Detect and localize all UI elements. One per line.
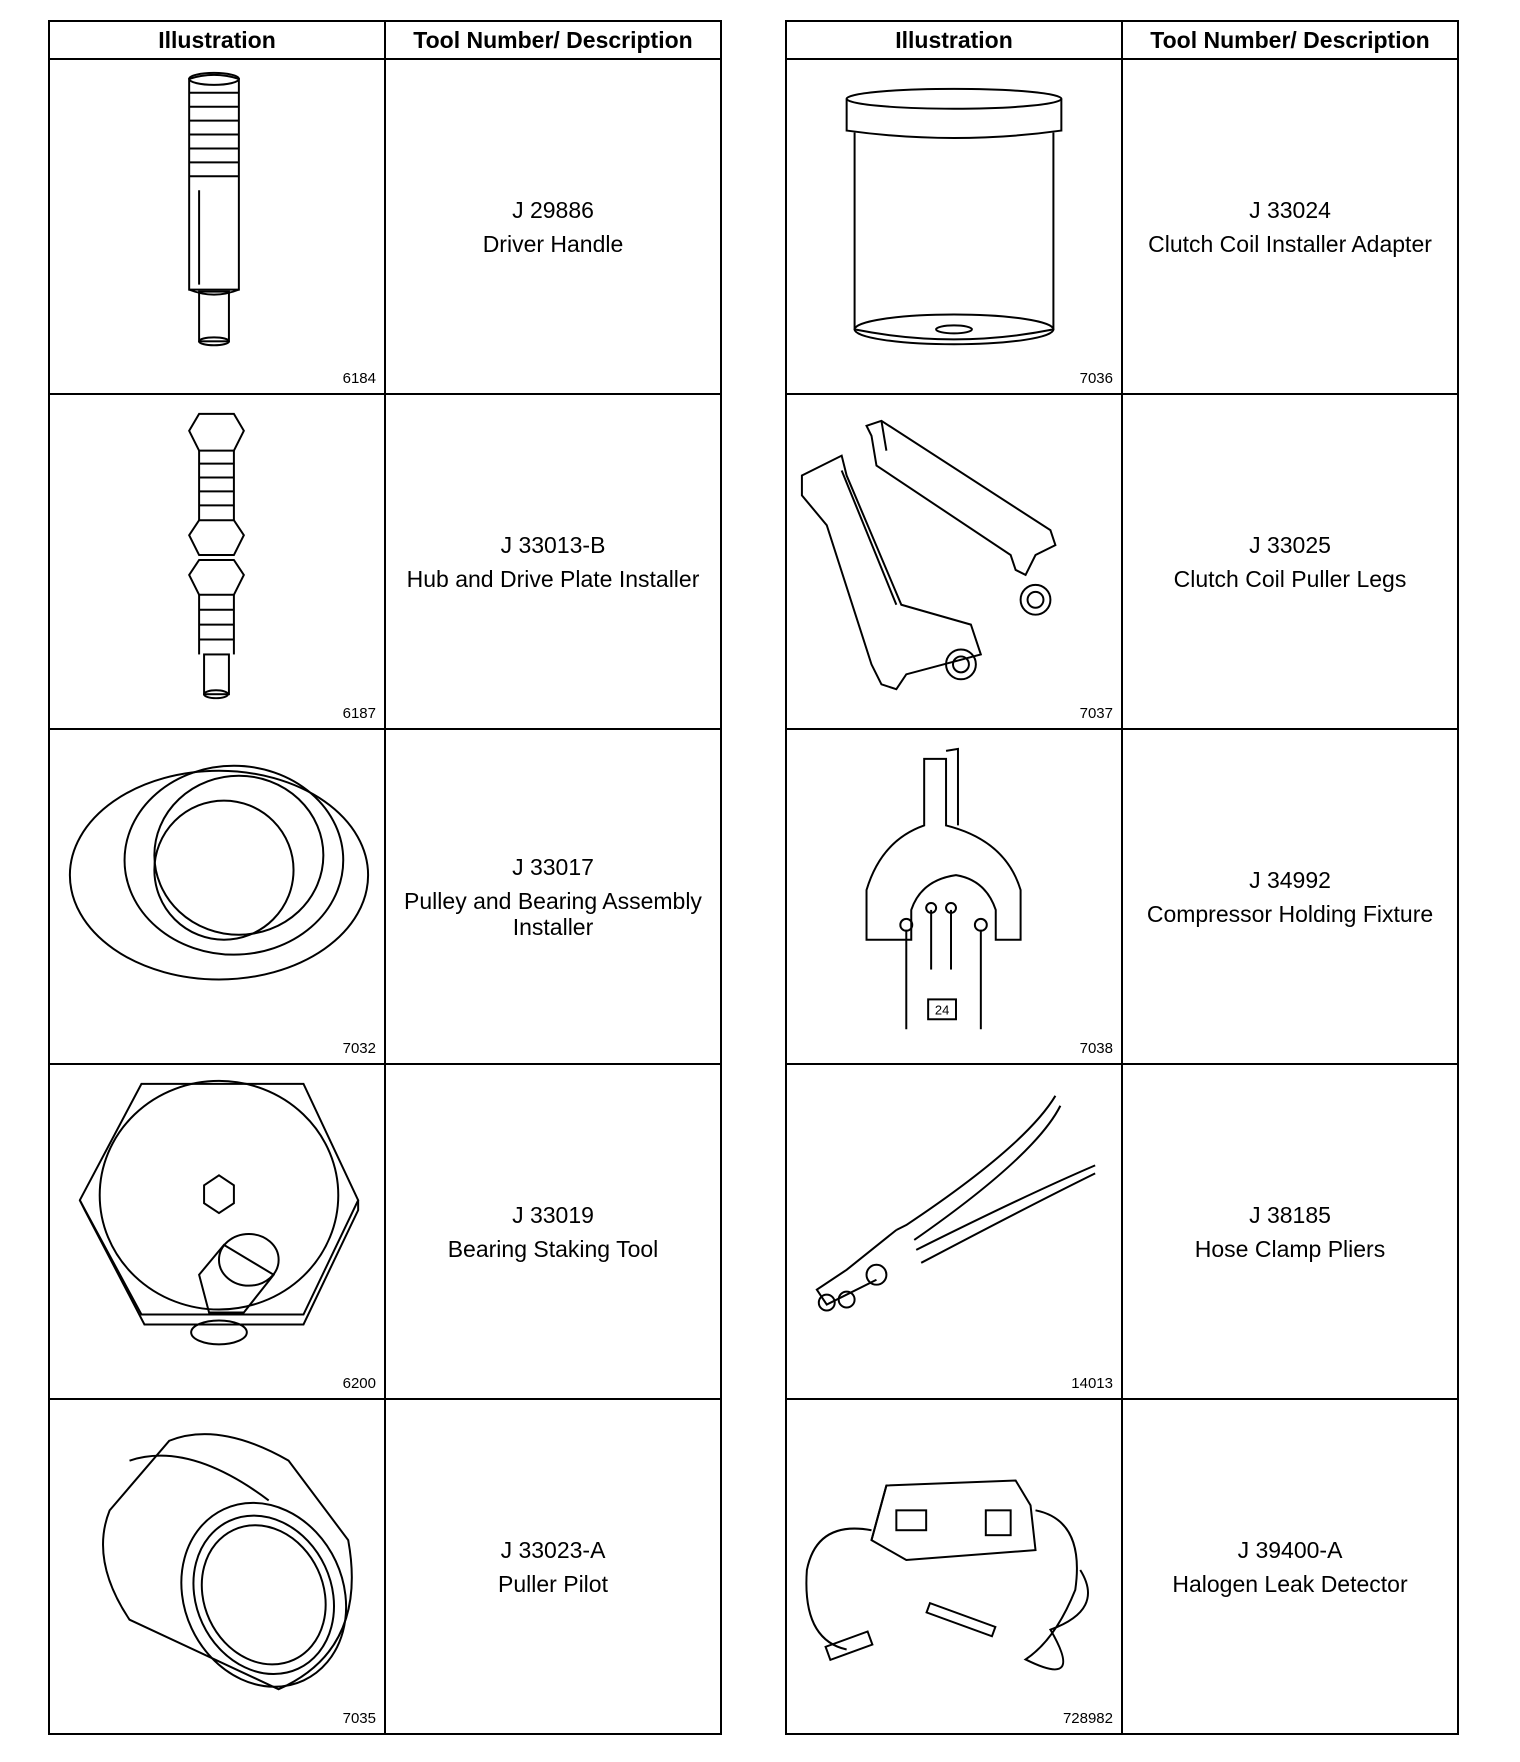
illustration-cell xyxy=(49,59,385,394)
illustration-cell xyxy=(49,1399,385,1734)
illustration-cell xyxy=(786,729,1122,1064)
tool-description: Halogen Leak Detector xyxy=(1172,1570,1408,1597)
table-row xyxy=(786,729,1458,1064)
figure-number: 728982 xyxy=(1062,1710,1113,1727)
table-row xyxy=(786,59,1458,394)
figure-number: 7036 xyxy=(1079,370,1113,387)
tool-number: J 33023-A xyxy=(500,1536,606,1563)
illustration-cell xyxy=(786,59,1122,394)
figure-number: 14013 xyxy=(1071,1375,1113,1392)
staking-tool-illustration xyxy=(50,1065,384,1398)
table-row xyxy=(786,1399,1458,1734)
illustration-cell xyxy=(49,394,385,729)
figure-number: 6187 xyxy=(342,705,376,722)
illustration-cell xyxy=(49,729,385,1064)
description-cell xyxy=(1122,1399,1458,1734)
tool-number: J 33024 xyxy=(1249,196,1331,223)
puller-pilot-illustration xyxy=(50,1400,384,1733)
figure-number: 7038 xyxy=(1079,1040,1113,1057)
table-row xyxy=(49,1064,721,1399)
tool-description: Hose Clamp Pliers xyxy=(1194,1235,1386,1262)
tool-number: J 38185 xyxy=(1249,1201,1331,1228)
illustration-cell xyxy=(49,1064,385,1399)
header-row xyxy=(49,21,721,59)
tool-number: J 33017 xyxy=(512,853,594,880)
tool-header: Tool Number/ Description xyxy=(385,21,721,59)
tool-header: Tool Number/ Description xyxy=(1122,21,1458,59)
tool-description: Compressor Holding Fixture xyxy=(1146,900,1434,927)
hub-installer-illustration xyxy=(50,395,384,728)
tool-number: J 39400-A xyxy=(1237,1536,1343,1563)
description-cell xyxy=(385,729,721,1064)
leak-detector-illustration xyxy=(787,1400,1121,1733)
illustration-header: Illustration xyxy=(786,21,1122,59)
left-tool-table xyxy=(48,20,722,1735)
tool-description: Driver Handle xyxy=(482,230,624,257)
tool-description: Pulley and Bearing Assembly Installer xyxy=(404,887,702,940)
description-cell xyxy=(1122,729,1458,1064)
right-tool-table xyxy=(785,20,1459,1735)
header-row xyxy=(786,21,1458,59)
illustration-cell xyxy=(786,1064,1122,1399)
figure-number: 6200 xyxy=(342,1375,376,1392)
description-cell xyxy=(385,59,721,394)
description-cell xyxy=(1122,59,1458,394)
pulley-installer-illustration xyxy=(50,730,384,1063)
tool-description: Bearing Staking Tool xyxy=(447,1235,659,1262)
tool-number: J 29886 xyxy=(512,196,594,223)
description-cell xyxy=(1122,1064,1458,1399)
description-cell xyxy=(385,394,721,729)
illustration-cell xyxy=(786,394,1122,729)
figure-number: 7035 xyxy=(342,1710,376,1727)
tool-number: J 33025 xyxy=(1249,531,1331,558)
figure-number: 7037 xyxy=(1079,705,1113,722)
table-row xyxy=(49,394,721,729)
tool-number: J 33019 xyxy=(512,1201,594,1228)
tool-description: Clutch Coil Puller Legs xyxy=(1173,565,1407,592)
table-row xyxy=(786,394,1458,729)
table-row xyxy=(49,729,721,1064)
illustration-cell xyxy=(786,1399,1122,1734)
description-cell xyxy=(385,1399,721,1734)
illustration-header: Illustration xyxy=(49,21,385,59)
coil-adapter-illustration xyxy=(787,60,1121,393)
tool-description: Hub and Drive Plate Installer xyxy=(406,565,700,592)
description-cell xyxy=(385,1064,721,1399)
fixture-label: 24 xyxy=(934,1002,950,1018)
description-cell xyxy=(1122,394,1458,729)
table-row xyxy=(49,59,721,394)
table-row xyxy=(786,1064,1458,1399)
table-row xyxy=(49,1399,721,1734)
tool-number: J 34992 xyxy=(1249,866,1331,893)
tool-description: Clutch Coil Installer Adapter xyxy=(1148,230,1432,257)
figure-number: 7032 xyxy=(342,1040,376,1057)
figure-number: 6184 xyxy=(342,370,376,387)
hose-pliers-illustration xyxy=(787,1065,1121,1398)
tool-description: Puller Pilot xyxy=(498,1570,608,1597)
holding-fixture-illustration xyxy=(787,730,1121,1063)
driver-handle-illustration xyxy=(50,60,384,393)
tool-number: J 33013-B xyxy=(500,531,606,558)
puller-legs-illustration xyxy=(787,395,1121,728)
